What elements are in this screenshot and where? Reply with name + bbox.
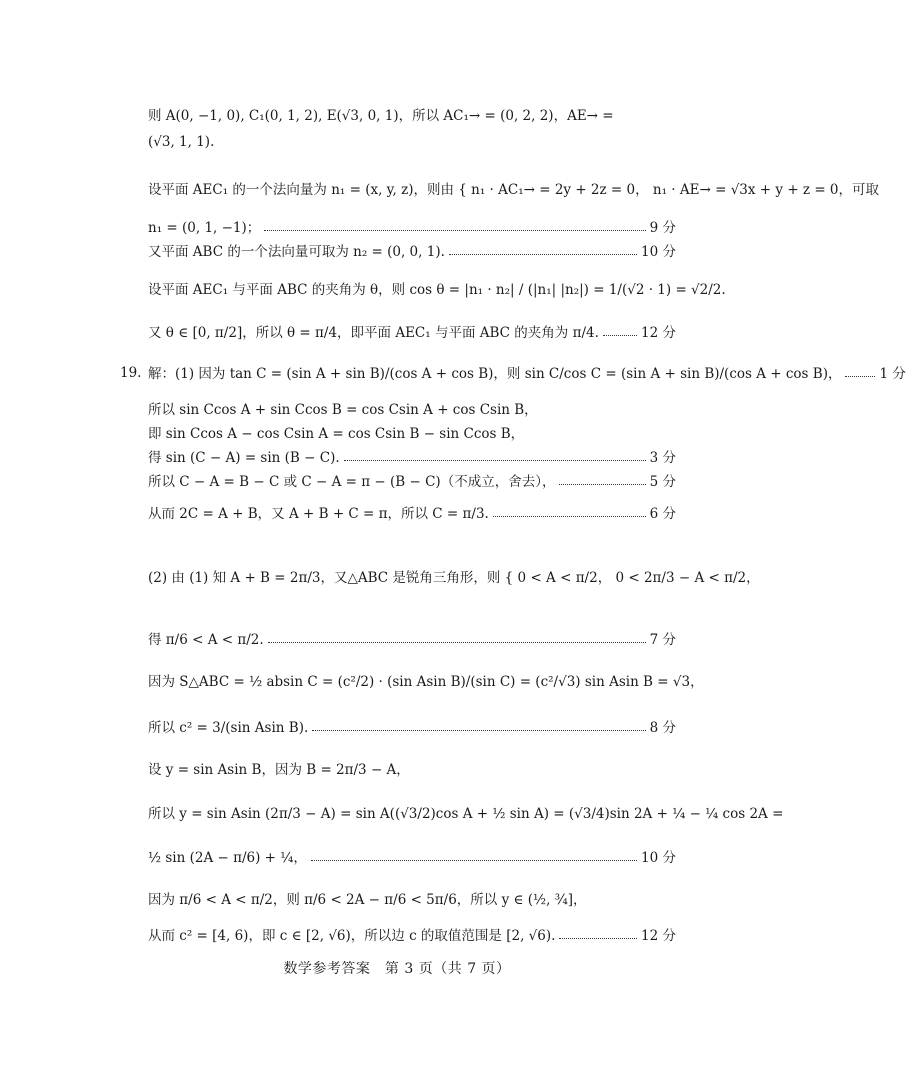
line-text: ½ sin (2A − π/6) + ¼，: [148, 850, 307, 866]
answer-line: [148, 398, 676, 418]
line-text: 设平面 AEC₁ 的一个法向量为 n₁ = (x, y, z)，则由 { n₁ · AC₁→ = 2y + 2z = 0， n₁ · AE→ = √3x + y + z = 0，可取: [148, 182, 880, 198]
answer-line: [148, 446, 676, 466]
answer-line: [148, 216, 676, 236]
line-text: 解：(1) 因为 tan C = (sin A + sin B)/(cos A + cos B)，则 sin C/cos C = (sin A + sin B)/(cos A + cos B)，: [148, 366, 842, 382]
line-text: 从而 2C = A + B，又 A + B + C = π，所以 C = π/3.: [148, 506, 489, 522]
answer-line: [148, 321, 676, 341]
answer-line: [148, 670, 704, 690]
line-text: 所以 sin Ccos A + sin Ccos B = cos Csin A + cos Csin B，: [148, 402, 538, 418]
score-label: 10 分: [641, 244, 676, 260]
answer-line: [148, 924, 676, 944]
dot-leader: [603, 335, 637, 336]
page-footer: 数学参考答案 第 3 页（共 7 页）: [283, 961, 511, 977]
score-label: 12 分: [641, 928, 676, 944]
dot-leader: [493, 516, 646, 517]
line-text: 得 π/6 < A < π/2.: [148, 632, 264, 648]
line-text: 所以 y = sin Asin (2π/3 − A) = sin A((√3/2)cos A + ½ sin A) = (√3/4)sin 2A + ¼ − ¼ cos 2A =: [148, 806, 784, 822]
score-label: 7 分: [649, 632, 676, 648]
answer-line: [148, 502, 676, 522]
question-number: 19.: [120, 365, 142, 381]
dot-leader: [268, 642, 646, 643]
line-text: n₁ = (0, 1, −1)；: [148, 220, 261, 236]
score-label: 1 分: [879, 366, 906, 382]
answer-line: [148, 362, 906, 382]
answer-line: [148, 240, 676, 260]
score-label: 6 分: [649, 506, 676, 522]
score-label: 9 分: [649, 220, 676, 236]
answer-line: [148, 888, 676, 908]
score-label: 10 分: [641, 850, 676, 866]
line-text: 所以 c² = 3/(sin Asin B).: [148, 720, 309, 736]
score-label: 8 分: [649, 720, 676, 736]
answer-line: [148, 178, 880, 198]
answer-line: [148, 758, 676, 778]
line-text: 得 sin (C − A) = sin (B − C).: [148, 450, 340, 466]
line-text: 又平面 ABC 的一个法向量可取为 n₂ = (0, 0, 1).: [148, 244, 445, 260]
dot-leader: [845, 376, 875, 377]
dot-leader: [559, 938, 637, 939]
answer-line: [148, 104, 676, 124]
line-text: (2) 由 (1) 知 A + B = 2π/3，又△ABC 是锐角三角形，则 { 0 < A < π/2， 0 < 2π/3 − A < π/2，: [148, 570, 760, 586]
line-text: 因为 S△ABC = ½ absin C = (c²/2) · (sin Asin B)/(sin C) = (c²/√3) sin Asin B = √3，: [148, 674, 704, 690]
line-text: 又 θ ∈ [0, π/2]，所以 θ = π/4，即平面 AEC₁ 与平面 ABC 的夹角为 π/4.: [148, 325, 599, 341]
dot-leader: [344, 460, 646, 461]
line-text: (√3, 1, 1).: [148, 134, 215, 150]
answer-line: [148, 566, 760, 586]
dot-leader: [312, 730, 645, 731]
line-text: 设平面 AEC₁ 与平面 ABC 的夹角为 θ，则 cos θ = |n₁ · n₂| / (|n₁| |n₂|) = 1/(√2 · 1) = √2/2.: [148, 282, 726, 298]
dot-leader: [559, 484, 645, 485]
answer-line: [148, 422, 676, 442]
answer-line: [148, 470, 676, 490]
answer-line: [148, 802, 784, 822]
dot-leader: [311, 860, 637, 861]
answer-line: [148, 628, 676, 648]
score-label: 12 分: [641, 325, 676, 341]
line-text: 则 A(0, −1, 0), C₁(0, 1, 2), E(√3, 0, 1)，所以 AC₁→ = (0, 2, 2)，AE→ =: [148, 108, 614, 124]
line-text: 设 y = sin Asin B，因为 B = 2π/3 − A，: [148, 762, 410, 778]
score-label: 5 分: [649, 474, 676, 490]
line-text: 从而 c² = [4, 6)，即 c ∈ [2, √6)，所以边 c 的取值范围是 [2, √6).: [148, 928, 556, 944]
answer-line: [148, 716, 676, 736]
line-text: 所以 C − A = B − C 或 C − A = π − (B − C)（不成立，舍去），: [148, 474, 556, 490]
line-text: 因为 π/6 < A < π/2，则 π/6 < 2A − π/6 < 5π/6，所以 y ∈ (½, ¾]，: [148, 892, 587, 908]
dot-leader: [264, 230, 645, 231]
dot-leader: [449, 254, 637, 255]
answer-line: [148, 846, 676, 866]
answer-line: [148, 134, 676, 150]
answer-line: [148, 278, 726, 298]
score-label: 3 分: [649, 450, 676, 466]
line-text: 即 sin Ccos A − cos Csin A = cos Csin B − sin Ccos B，: [148, 426, 525, 442]
